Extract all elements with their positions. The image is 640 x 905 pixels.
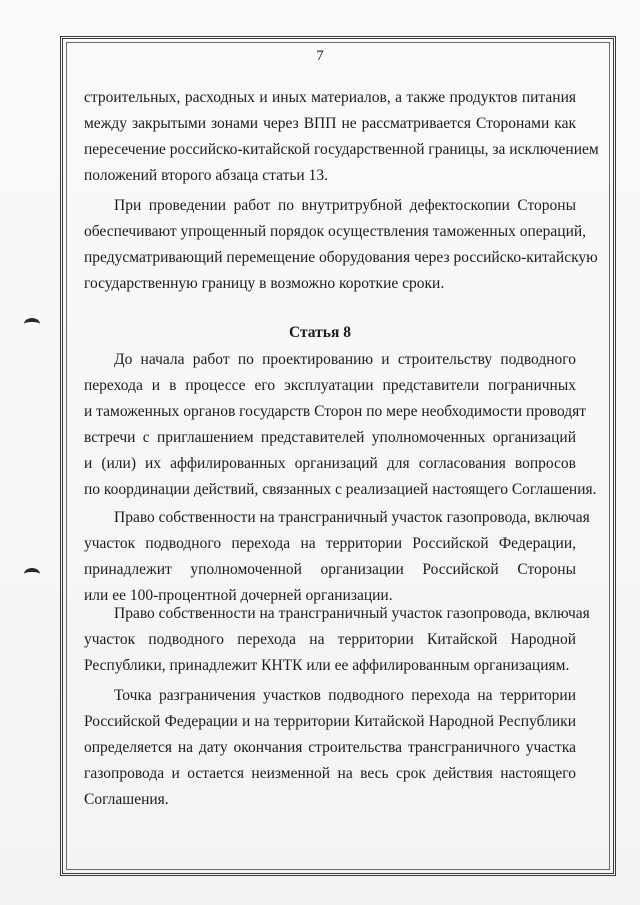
text-line: Республики, принадлежит КНТК или ее аффилированным организациям. [84, 657, 570, 674]
text-line: предусматривающий перемещение оборудования через российско-китайскую [84, 249, 598, 266]
text-line: принадлежит уполномоченной организации Российской Стороны [84, 561, 576, 578]
text-line: газопровода и остается неизменной на весь срок действия настоящего [84, 765, 576, 782]
text-line: или ее 100-процентной дочерней организации. [84, 587, 393, 604]
article-heading: Статья 8 [289, 324, 351, 341]
text-line: До начала работ по проектированию и строительству подводного [114, 351, 576, 368]
page-number: 7 [316, 48, 324, 64]
punch-hole-mark [24, 568, 40, 580]
text-line: по координации действий, связанных с реализацией настоящего Соглашения. [84, 481, 597, 498]
text-line: Право собственности на трансграничный участок газопровода, включая [114, 509, 590, 526]
text-line: Право собственности на трансграничный участок газопровода, включая [114, 605, 590, 622]
text-line: пересечение российско-китайской государственной границы, за исключением [84, 141, 599, 158]
text-line: Соглашения. [84, 791, 169, 808]
text-line: и таможенных органов государств Сторон по мере необходимости проводят [84, 403, 587, 420]
text-line: государственную границу в возможно короткие сроки. [84, 275, 445, 292]
text-line: перехода и в процессе его эксплуатации представители пограничных [84, 377, 576, 394]
text-line: и (или) их аффилированных организаций для согласования вопросов [84, 455, 576, 472]
text-line: участок подводного перехода на территории Российской Федерации, [84, 535, 576, 552]
text-line: При проведении работ по внутритрубной дефектоскопии Стороны [114, 197, 576, 214]
text-line: строительных, расходных и иных материалов, а также продуктов питания [84, 89, 576, 106]
text-line: Точка разграничения участков подводного перехода на территории [114, 687, 576, 704]
text-line: между закрытыми зонами через ВПП не рассматривается Сторонами как [84, 115, 576, 132]
text-line: участок подводного перехода на территории Китайской Народной [84, 631, 576, 648]
text-line: положений второго абзаца статьи 13. [84, 167, 328, 184]
text-line: определяется на дату окончания строительства трансграничного участка [84, 739, 576, 756]
text-line: встречи с приглашением представителей уполномоченных организаций [84, 429, 576, 446]
text-line: Российской Федерации и на территории Китайской Народной Республики [84, 713, 576, 730]
text-line: обеспечивают упрощенный порядок осуществления таможенных операций, [84, 223, 587, 240]
